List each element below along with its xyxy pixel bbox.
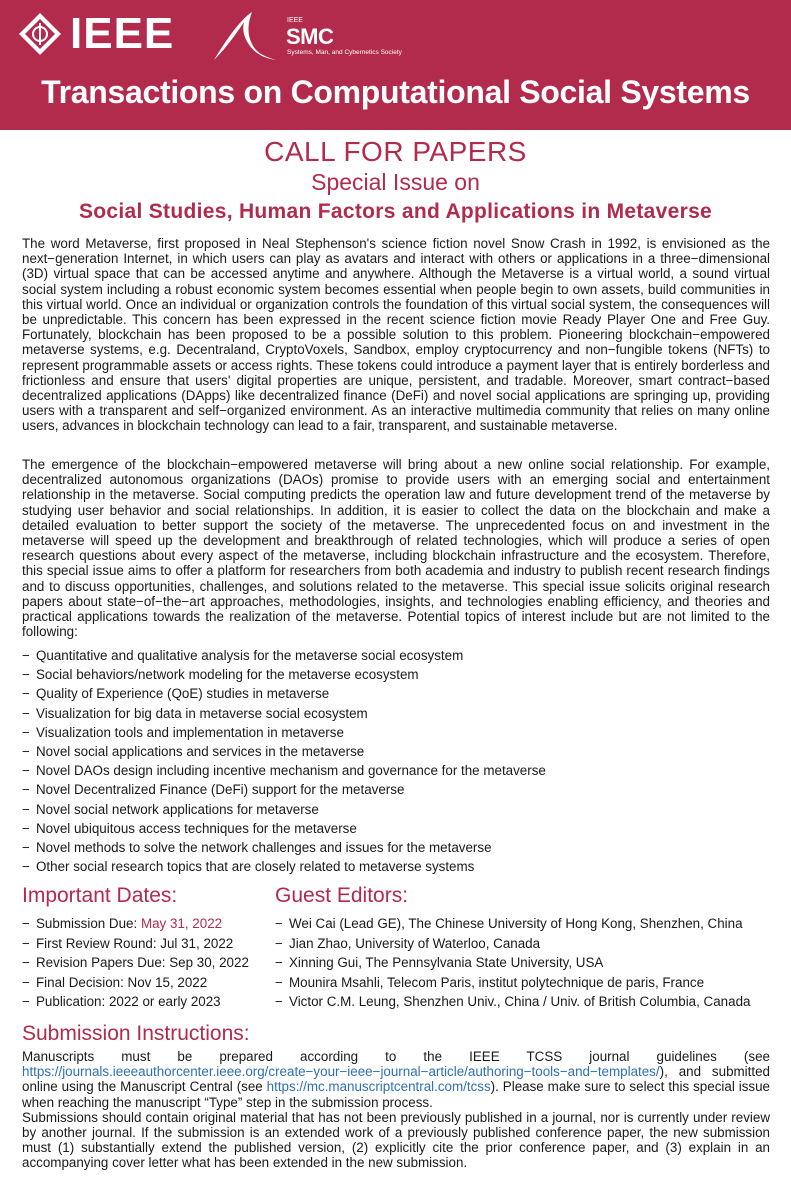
list-item (22, 742, 770, 761)
dash-bullet: − (22, 955, 30, 971)
smc-ieee-label: IEEE (287, 17, 303, 24)
header-banner (0, 0, 791, 130)
list-item (22, 761, 770, 780)
dash-bullet: − (22, 820, 30, 836)
dash-bullet: − (22, 801, 30, 817)
dash-bullet: − (275, 974, 283, 990)
list-item (22, 914, 249, 934)
submission-paragraph: Submissions should contain original material that has not been previously published in a journal, nor is currently under review by another journal. If the submission is an extended work of a previously published conference paper, the new submission must (1) substantially extend the published version, (2) explicitly cite the prior conference paper, and (3) explain in an accompanying cover letter what has been extended in the new submission. (22, 1109, 770, 1171)
dash-bullet: − (22, 724, 30, 740)
list-item (22, 934, 249, 954)
list-item (22, 800, 770, 819)
topic-text: Novel social applications and services in the metaverse (36, 743, 365, 759)
topic-text: Novel DAOs design including incentive mechanism and governance for the metaverse (36, 763, 546, 779)
topic-text: Visualization for big data in metaverse social ecosystem (36, 705, 368, 721)
list-item (22, 838, 770, 857)
submission-text: ). Please make sure to select this special issue when reaching the manuscript “Type” step in the submission process. (22, 1079, 770, 1110)
editor-text: Mounira Msahli, Telecom Paris, institut polytechnique de paris, France (289, 974, 705, 990)
special-issue-heading: Special Issue on (311, 169, 480, 195)
dash-bullet: − (22, 782, 30, 798)
dash-bullet: − (275, 935, 283, 951)
topic-text: Quantitative and qualitative analysis for the metaverse social ecosystem (36, 648, 464, 663)
topic-text: Novel ubiquitous access techniques for the metaverse (36, 820, 357, 836)
submission-text: Manuscripts must be prepared according to the IEEE TCSS journal guidelines (see (22, 1049, 770, 1064)
smc-society-name: Systems, Man, and Cybernetics Society (287, 49, 402, 56)
topics-list (22, 646, 770, 876)
smc-swoosh-icon (212, 10, 278, 62)
date-text: First Review Round: Jul 31, 2022 (36, 935, 234, 951)
dash-bullet: − (22, 935, 30, 951)
dash-bullet: − (22, 743, 30, 759)
editor-text: Jian Zhao, University of Waterloo, Canada (289, 935, 541, 951)
journal-title: Transactions on Computational Social Systems (41, 74, 750, 110)
dash-bullet: − (275, 994, 283, 1010)
dash-bullet: − (22, 648, 30, 663)
list-item (22, 973, 249, 993)
guidelines-link[interactable]: https://journals.ieeeauthorcenter.ieee.org/create−your−ieee−journal−article/authoring−tools−and−templates/ (22, 1064, 660, 1080)
topic-text: Quality of Experience (QoE) studies in metaverse (36, 686, 330, 702)
list-item (22, 780, 770, 799)
editor-text: Xinning Gui, The Pennsylvania State University, USA (289, 955, 604, 971)
dash-bullet: − (22, 916, 30, 931)
submission-due-label: Submission Due: (36, 916, 141, 931)
topic-text: Social behaviors/network modeling for the metaverse ecosystem (36, 667, 419, 683)
submission-paragraph (22, 1049, 770, 1110)
ieee-logo (18, 9, 175, 58)
list-item (275, 934, 750, 954)
date-text: Publication: 2022 or early 2023 (36, 994, 221, 1010)
list-item (22, 857, 770, 876)
dash-bullet: − (275, 955, 283, 971)
editors-list (275, 914, 750, 1012)
smc-logo (212, 10, 432, 62)
dates-list (22, 914, 249, 1012)
submission-instructions-heading: Submission Instructions: (22, 1022, 250, 1045)
list-item (22, 723, 770, 742)
dash-bullet: − (22, 667, 30, 683)
dash-bullet: − (22, 974, 30, 990)
submission-instructions-body (22, 1049, 770, 1171)
list-item (22, 665, 770, 684)
topic-text: Visualization tools and implementation in metaverse (36, 724, 344, 740)
dash-bullet: − (275, 916, 283, 931)
list-item (22, 646, 770, 665)
ieee-diamond-icon (18, 12, 62, 56)
list-item (22, 704, 770, 723)
call-for-papers-heading: CALL FOR PAPERS (264, 136, 527, 167)
dash-bullet: − (22, 839, 30, 855)
editor-text: Victor C.M. Leung, Shenzhen Univ., China / Univ. of British Columbia, Canada (289, 994, 751, 1010)
list-item (275, 953, 750, 973)
manuscript-central-link[interactable]: https://mc.manuscriptcentral.com/tcss (266, 1079, 491, 1095)
guest-editors-heading: Guest Editors: (275, 884, 409, 907)
list-item (275, 914, 750, 934)
topic-text: Novel methods to solve the network challenges and issues for the metaverse (36, 839, 492, 855)
list-item (22, 684, 770, 703)
dash-bullet: − (22, 994, 30, 1010)
submission-due-date: May 31, 2022 (140, 916, 223, 931)
ieee-wordmark: IEEE (70, 9, 175, 58)
dash-bullet: − (22, 686, 30, 702)
list-item (22, 992, 249, 1012)
issue-title: Social Studies, Human Factors and Applications in Metaverse (78, 200, 713, 223)
date-text: Final Decision: Nov 15, 2022 (36, 974, 208, 990)
topic-text: Novel social network applications for metaverse (36, 801, 319, 817)
date-text: Revision Papers Due: Sep 30, 2022 (36, 955, 249, 971)
dash-bullet: − (22, 705, 30, 721)
topic-text: Novel Decentralized Finance (DeFi) support for the metaverse (36, 782, 405, 798)
list-item (22, 819, 770, 838)
submission-text: ), and submitted online using the Manuscript Central (see (22, 1064, 770, 1095)
intro-paragraph: The word Metaverse, first proposed in Neal Stephenson's science fiction novel Snow Crash in 1992, is envisioned as the next−generation Internet, in which users can play as avatars and interact with others or applications in a three−dimensional (3D) virtual space that can be accessed anytime and anywhere. Although the Metaverse is a virtual world, a sound virtual social system including a robust economic system becomes essential when people begin to own assets, build communities in this virtual world. Once an individual or organization controls the foundation of this virtual social system, the consequences will be unpredictable. This concern has been expressed in the recent science fiction movie Ready Player One and Free Guy. Fortunately, blockchain has been proposed to be a possible solution to this problem. Pioneering blockchain−empowered metaverse systems, e.g. Decentraland, CryptoVoxels, Sandbox, employ cryptocurrency and non−fungible tokens (NFTs) to represent programmable assets or access rights. These tokens could introduce a payment layer that is entirely borderless and frictionless and ensure that users' digital properties are unique, persistent, and tradable. Moreover, smart contract−based decentralized applications (DApps) like decentralized finance (DeFi) and novel social applications are springing up, providing users with a transparent and self−organized environment. As an interactive multimedia community that relies on many online users, advances in blockchain technology can lead to a fair, transparent, and sustainable metaverse. (22, 236, 770, 434)
topic-text: Other social research topics that are closely related to metaverse systems (36, 859, 475, 875)
editor-text: Wei Cai (Lead GE), The Chinese University of Hong Kong, Shenzhen, China (289, 916, 743, 931)
dash-bullet: − (22, 859, 30, 875)
list-item (275, 992, 750, 1012)
important-dates-heading: Important Dates: (22, 884, 178, 907)
dash-bullet: − (22, 763, 30, 779)
list-item (22, 953, 249, 973)
list-item (275, 973, 750, 993)
smc-wordmark: SMC (286, 24, 334, 49)
scope-paragraph: The emergence of the blockchain−empowered metaverse will bring about a new online social relationship. For example, decentralized autonomous organizations (DAOs) promise to provide users with an emerging social and entertainment relationship in the metaverse. Social computing predicts the operation law and future development trend of the metaverse by studying user behavior and social relationships. In addition, it is easier to collect the data on the blockchain and make a detailed evaluation to better support the society of the metaverse. The unprecedented focus on and investment in the metaverse will speed up the development and breakthrough of related technologies, which will produce a series of open research questions about every aspect of the metaverse, including blockchain infrastructure and the ecosystem. Therefore, this special issue aims to offer a platform for researchers from both academia and industry to publish recent research findings and to discuss opportunities, challenges, and solutions related to the metaverse. This special issue solicits original research papers about state−of−the−art approaches, methodologies, insights, and technologies enabling efficiency, and theories and practical applications towards the realization of the metaverse. Potential topics of interest include but are not limited to the following: (22, 457, 770, 640)
